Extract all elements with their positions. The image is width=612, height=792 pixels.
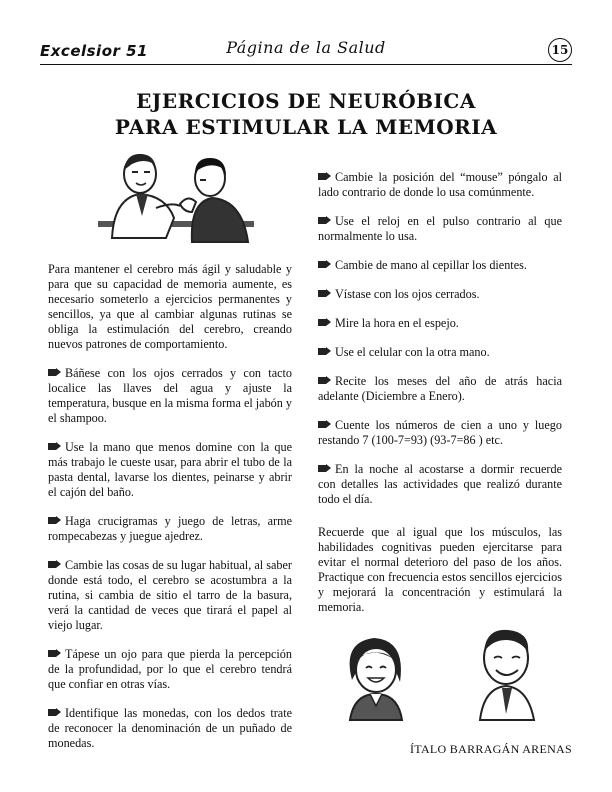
article-title xyxy=(40,88,572,140)
closing-paragraph: Recuerde que al igual que los músculos, las habilidades cognitivas pueden ejercitarse para evitar el normal deterioro del paso de los años. Practique con frecuencia estos sencillos ejercicios y mejorará la concentración y estimulará la memoria. xyxy=(318,525,562,614)
arrow-right-icon xyxy=(48,708,62,717)
list-item: Use el celular con la otra mano. xyxy=(318,345,562,360)
list-item: Báñese con los ojos cerrados y con tacto localice las llaves del agua y ajuste la temperatura, busque en la misma forma el jabón y el shampoo. xyxy=(48,366,293,425)
arrow-right-icon xyxy=(318,464,332,473)
arrow-right-icon xyxy=(318,420,332,429)
arrow-right-icon xyxy=(318,376,332,385)
right-column xyxy=(318,170,562,629)
arrow-right-icon xyxy=(318,347,332,356)
arrow-right-icon xyxy=(48,560,62,569)
header-rule xyxy=(40,64,572,65)
author-name: ÍTALO BARRAGÁN ARENAS xyxy=(409,742,572,756)
list-item: En la noche al acostarse a dormir recuerde con detalles las actividades que realizó durante todo el día. xyxy=(318,462,562,506)
list-item: Use el reloj en el pulso contrario al que normalmente lo usa. xyxy=(318,214,562,243)
arrow-right-icon xyxy=(48,442,62,451)
list-item: Cambie de mano al cepillar los dientes. xyxy=(318,258,562,273)
smiling-woman-and-man-illustration xyxy=(330,622,562,722)
list-item: Recite los meses del año de atrás hacia adelante (Diciembre a Enero). xyxy=(318,374,562,403)
list-item: Cambie la posición del “mouse” póngalo al lado contrario de donde lo usa comúnmente. xyxy=(318,170,562,199)
arrow-right-icon xyxy=(48,649,62,658)
title-line-1: EJERCICIOS DE NEURÓBICA xyxy=(136,89,476,113)
list-item: Use la mano que menos domine con la que más trabajo le cueste usar, para abrir el tubo de la pasta dental, lavarse los dientes, peinarse y abrir el cajón del baño. xyxy=(48,440,292,499)
arrow-right-icon xyxy=(318,289,332,298)
section-title: Página de la Salud xyxy=(226,38,386,57)
arrow-right-icon xyxy=(318,172,332,181)
arrow-right-icon xyxy=(318,216,332,225)
arrow-right-icon xyxy=(48,368,62,377)
two-men-talking-illustration xyxy=(96,146,256,246)
intro-paragraph: Para mantener el cerebro más ágil y saludable y para que su capacidad de memoria aumente, es necesario someterlo a ejercicios permanentes y sencillos, ya que al cambiar algunas rutinas se obliga la estimulación del cerebro, creando nuevos patrones de comportamiento. xyxy=(48,262,292,351)
list-item: Cuente los números de cien a uno y luego restando 7 (100-7=93) (93-7=86 ) etc. xyxy=(318,418,562,447)
list-item: Vístase con los ojos cerrados. xyxy=(318,287,562,302)
arrow-right-icon xyxy=(318,318,332,327)
magazine-brand: Excelsior 51 xyxy=(40,42,148,60)
arrow-right-icon xyxy=(318,260,332,269)
list-item: Mire la hora en el espejo. xyxy=(318,316,562,331)
page-number: 15 xyxy=(548,38,572,62)
title-line-2: PARA ESTIMULAR LA MEMORIA xyxy=(114,115,498,139)
list-item: Haga crucigramas y juego de letras, arme rompecabezas y juegue ajedrez. xyxy=(48,514,292,543)
list-item: Tápese un ojo para que pierda la percepción de la profundidad, por lo que el cerebro tendrá que confiar en otras vías. xyxy=(48,647,292,691)
left-column xyxy=(48,262,292,765)
arrow-right-icon xyxy=(48,516,62,525)
list-item: Identifique las monedas, con los dedos trate de reconocer la denominación de un puñado de monedas. xyxy=(48,706,292,750)
list-item: Cambie las cosas de su lugar habitual, al saber donde está todo, el cerebro se acostumbra a la rutina, si cambia de sitio el tarro de la basura, verá la cantidad de veces que tirará el papel al viejo lugar. xyxy=(48,558,292,632)
